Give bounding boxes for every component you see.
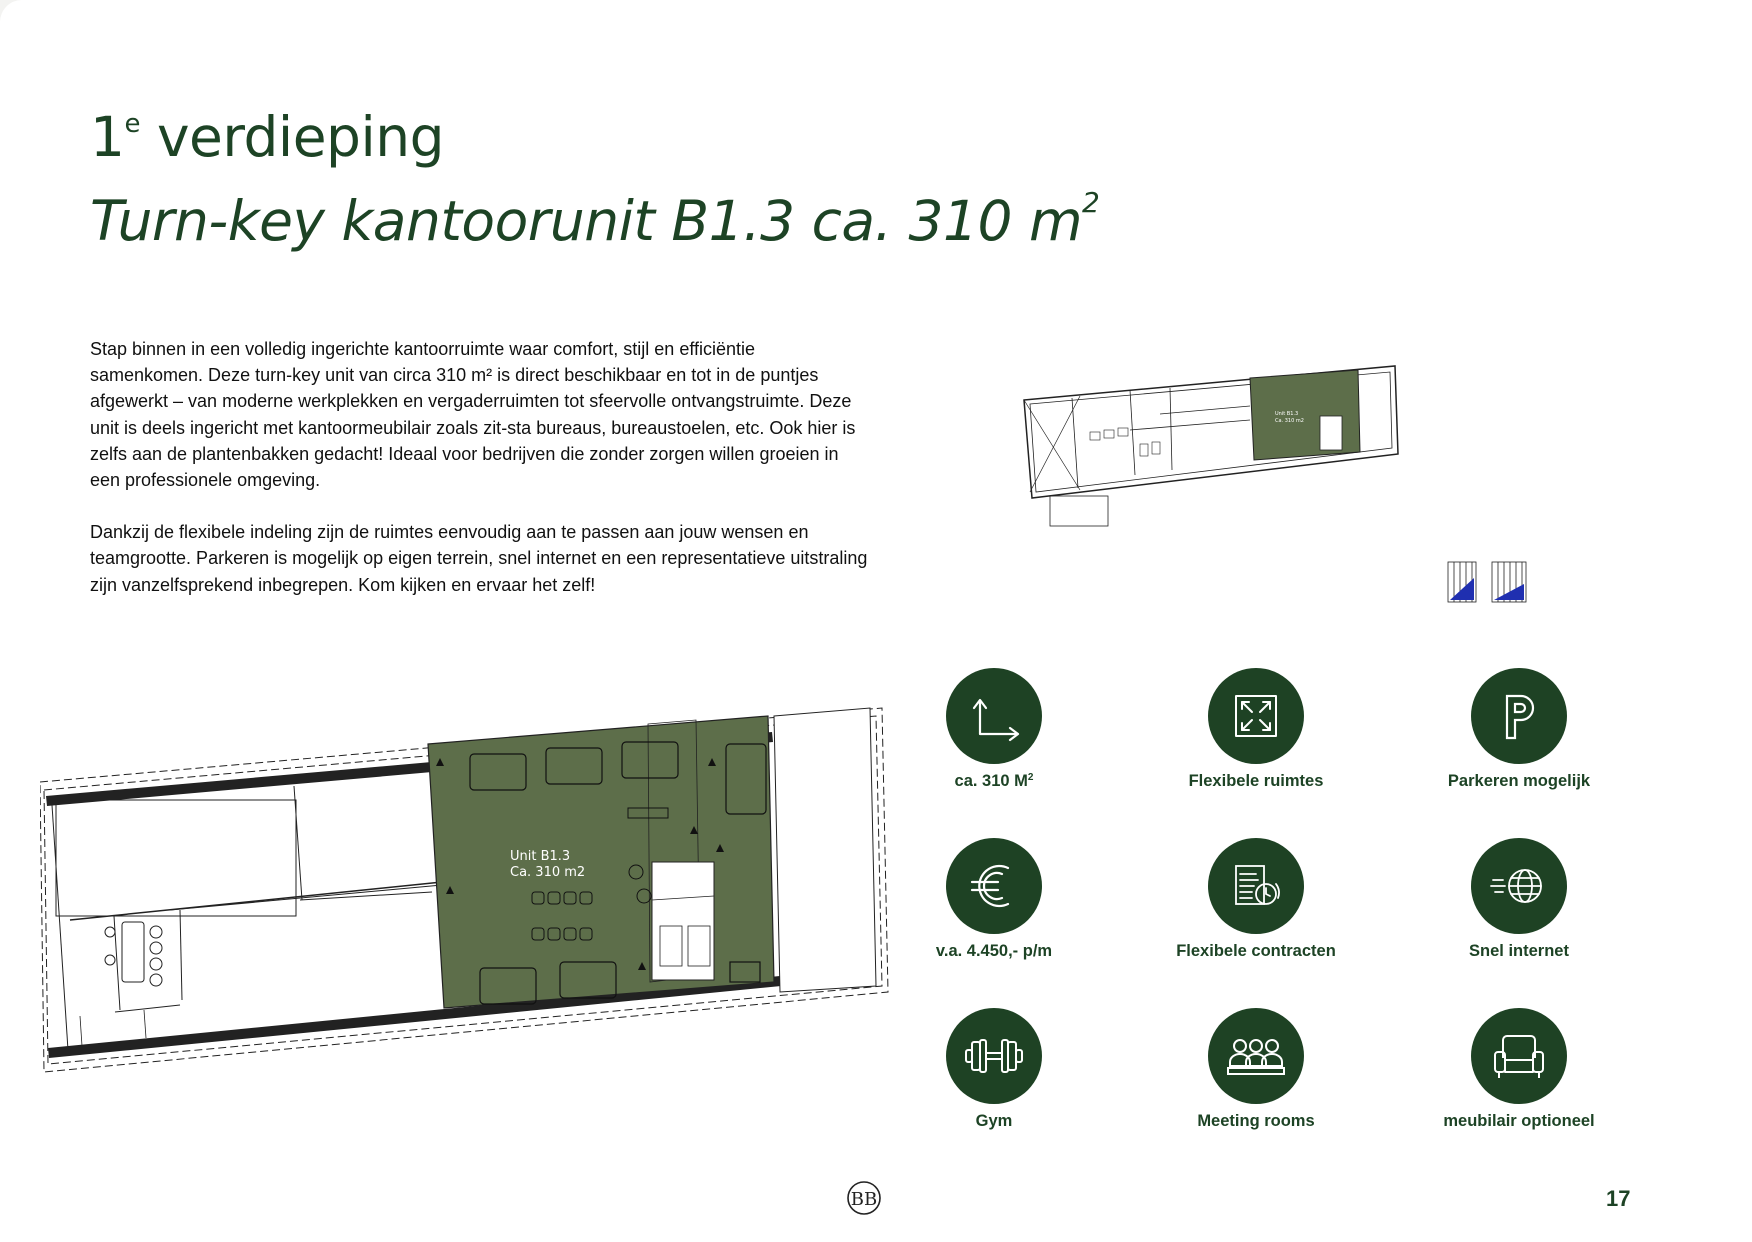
globe-speed-icon xyxy=(1489,858,1549,914)
feature-flexible-spaces-circle xyxy=(1208,668,1304,764)
title-number: 1 xyxy=(90,105,125,169)
description-paragraph-2: Dankzij de flexibele indeling zijn de ruimtes eenvoudig aan te passen aan jouw wensen en teamgrootte. Parkeren is mogelijk op eigen terrein, snel internet en een representatieve uitstraling zijn vanzelfsprekend inbegrepen. Kom kijken en ervaar het zelf! xyxy=(90,522,868,595)
feature-meeting-rooms-circle xyxy=(1208,1008,1304,1104)
floorplan-legend-icons xyxy=(1446,560,1536,610)
title-floor xyxy=(90,92,1099,169)
expand-icon xyxy=(1230,690,1282,742)
feature-area xyxy=(879,668,1109,791)
title-superscript: e xyxy=(124,109,140,139)
feature-area-label: ca. 310 M xyxy=(954,772,1028,790)
floorplan-overview xyxy=(1020,360,1400,540)
parking-icon xyxy=(1491,688,1547,744)
small-unit-label: Unit B1.3 xyxy=(1275,411,1299,417)
feature-parking xyxy=(1404,668,1634,791)
arrow-corner-icon xyxy=(966,688,1022,744)
feature-flexible-contracts-circle xyxy=(1208,838,1304,934)
feature-flexible-spaces xyxy=(1141,668,1371,791)
subtitle-text: Turn-key kantoorunit B1.3 ca. 310 m xyxy=(90,189,1083,253)
feature-furniture-circle xyxy=(1471,1008,1567,1104)
euro-icon xyxy=(966,858,1022,914)
page-number: 17 xyxy=(1606,1186,1631,1211)
brand-logo xyxy=(846,1180,882,1216)
feature-internet-circle xyxy=(1471,838,1567,934)
small-area-label: Ca. 310 m2 xyxy=(1275,418,1304,424)
description xyxy=(90,336,870,624)
feature-gym-circle xyxy=(946,1008,1042,1104)
page-title xyxy=(90,92,1099,255)
feature-furniture xyxy=(1404,1008,1634,1131)
feature-furniture-label: meubilair optioneel xyxy=(1443,1112,1595,1130)
feature-parking-label: Parkeren mogelijk xyxy=(1447,772,1591,790)
feature-price-circle xyxy=(946,838,1042,934)
feature-price-label: v.a. 4.450,- p/m xyxy=(935,942,1053,960)
feature-area-circle xyxy=(946,668,1042,764)
dumbbell-icon xyxy=(962,1028,1026,1084)
feature-internet-label: Snel internet xyxy=(1469,942,1569,960)
feature-internet xyxy=(1404,838,1634,961)
feature-flexible-spaces-label: Flexibele ruimtes xyxy=(1188,772,1324,790)
unit-label: Unit B1.3 xyxy=(510,849,571,864)
feature-meeting-rooms xyxy=(1141,1008,1371,1131)
feature-parking-circle xyxy=(1471,668,1567,764)
floorplan-detail xyxy=(40,700,890,1090)
title-unit xyxy=(90,169,1099,255)
feature-gym-label: Gym xyxy=(975,1112,1013,1130)
armchair-icon xyxy=(1489,1028,1549,1084)
area-label: Ca. 310 m2 xyxy=(510,865,586,880)
description-paragraph-1: Stap binnen in een volledig ingerichte kantoorruimte waar comfort, stijl en efficiëntie samenkomen. Deze turn-key unit van circa 310 m² is direct beschikbaar en tot in de puntjes afgewerkt – van moderne werkplekken en vergaderruimten tot sfeervolle ontvangstruimte. Deze unit is deels ingericht met kantoormeubilair zoals zit-sta bureaus, bureaustoelen, etc. Ook hier is zelfs aan de plantenbakken gedacht! Ideaal voor bedrijven die zonder zorgen willen groeien in een professionele omgeving. xyxy=(90,339,856,491)
feature-area-sup: 2 xyxy=(1027,772,1034,783)
feature-price xyxy=(879,838,1109,961)
feature-flexible-contracts-label: Flexibele contracten xyxy=(1176,942,1336,960)
title-text: verdieping xyxy=(140,105,445,169)
feature-gym xyxy=(879,1008,1109,1131)
logo-text: BB xyxy=(850,1189,878,1210)
contract-clock-icon xyxy=(1228,858,1284,914)
subtitle-superscript: 2 xyxy=(1082,186,1100,219)
feature-meeting-rooms-label: Meeting rooms xyxy=(1197,1112,1315,1130)
people-icon xyxy=(1224,1028,1288,1084)
feature-flexible-contracts xyxy=(1141,838,1371,961)
